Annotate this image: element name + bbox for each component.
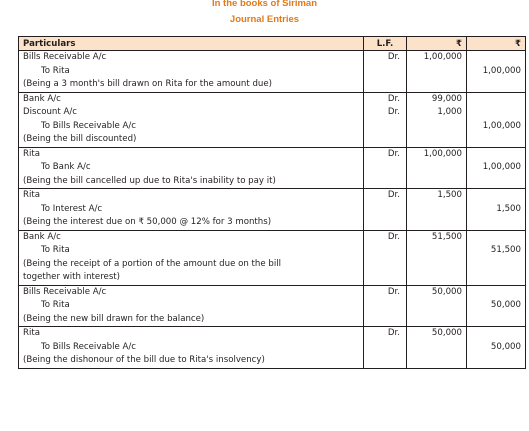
lf-cell: Dr. [364, 285, 407, 299]
narration-cell: (Being the new bill drawn for the balance) [19, 313, 364, 327]
narration-cell: together with interest) [19, 271, 364, 285]
lf-cell [364, 216, 407, 230]
debit-cell [407, 258, 467, 272]
credit-cell: 50,000 [467, 341, 526, 355]
credit-cell [467, 230, 526, 244]
lf-cell: Dr. [364, 106, 407, 120]
lf-cell [364, 175, 407, 189]
credit-cell: 50,000 [467, 299, 526, 313]
journal-subtitle: Journal Entries [229, 14, 300, 25]
credit-cell [467, 175, 526, 189]
lf-cell [364, 313, 407, 327]
lf-cell: Dr. [364, 51, 407, 65]
credit-cell [467, 51, 526, 65]
lf-header: L.F. [364, 37, 407, 51]
particulars-cell: To Bills Receivable A/c [19, 341, 364, 355]
lf-cell [364, 120, 407, 134]
credit-cell [467, 78, 526, 92]
narration-cell: (Being the bill cancelled up due to Rita's inability to pay it) [19, 175, 364, 189]
debit-cell [407, 161, 467, 175]
credit-cell: 1,00,000 [467, 161, 526, 175]
debit-cell: 1,500 [407, 189, 467, 203]
debit-cell: 1,000 [407, 106, 467, 120]
debit-header: ₹ [407, 37, 467, 51]
credit-cell [467, 133, 526, 147]
particulars-cell: Rita [19, 327, 364, 341]
table-row [19, 161, 526, 175]
debit-cell: 1,00,000 [407, 51, 467, 65]
particulars-cell: Rita [19, 147, 364, 161]
narration-cell: (Being a 3 month's bill drawn on Rita for the amount due) [19, 78, 364, 92]
table-row [19, 327, 526, 341]
debit-cell: 50,000 [407, 327, 467, 341]
particulars-cell: To Bills Receivable A/c [19, 120, 364, 134]
table-row [19, 299, 526, 313]
particulars-cell: Bank A/c [19, 230, 364, 244]
credit-header: ₹ [467, 37, 526, 51]
table-row [19, 230, 526, 244]
lf-cell [364, 244, 407, 258]
debit-cell [407, 244, 467, 258]
debit-cell: 99,000 [407, 92, 467, 106]
table-row [19, 106, 526, 120]
lf-cell [364, 354, 407, 368]
lf-cell: Dr. [364, 230, 407, 244]
lf-cell [364, 161, 407, 175]
particulars-cell: Rita [19, 189, 364, 203]
debit-cell [407, 216, 467, 230]
debit-cell [407, 203, 467, 217]
narration-cell: (Being the dishonour of the bill due to Rita's insolvency) [19, 354, 364, 368]
table-row [19, 341, 526, 355]
debit-cell [407, 120, 467, 134]
debit-cell [407, 341, 467, 355]
table-row [19, 354, 526, 368]
credit-cell [467, 92, 526, 106]
credit-cell [467, 106, 526, 120]
narration-cell: (Being the receipt of a portion of the amount due on the bill [19, 258, 364, 272]
table-row [19, 271, 526, 285]
credit-cell [467, 354, 526, 368]
debit-cell [407, 65, 467, 79]
credit-cell [467, 216, 526, 230]
debit-cell [407, 78, 467, 92]
lf-cell: Dr. [364, 189, 407, 203]
particulars-cell: Bills Receivable A/c [19, 51, 364, 65]
debit-cell: 50,000 [407, 285, 467, 299]
particulars-cell: Bank A/c [19, 92, 364, 106]
credit-cell [467, 327, 526, 341]
lf-cell [364, 65, 407, 79]
debit-cell [407, 271, 467, 285]
table-row [19, 313, 526, 327]
debit-cell: 51,500 [407, 230, 467, 244]
particulars-cell: To Rita [19, 299, 364, 313]
table-row [19, 147, 526, 161]
lf-cell: Dr. [364, 147, 407, 161]
particulars-cell: Discount A/c [19, 106, 364, 120]
credit-cell: 1,00,000 [467, 120, 526, 134]
lf-cell [364, 203, 407, 217]
particulars-cell: To Interest A/c [19, 203, 364, 217]
table-row [19, 51, 526, 65]
table-row [19, 216, 526, 230]
particulars-cell: To Rita [19, 244, 364, 258]
lf-cell [364, 133, 407, 147]
lf-cell [364, 258, 407, 272]
header-row [19, 37, 526, 51]
table-row [19, 203, 526, 217]
table-row [19, 189, 526, 203]
particulars-cell: Bills Receivable A/c [19, 285, 364, 299]
table-row [19, 285, 526, 299]
lf-cell [364, 78, 407, 92]
table-row [19, 65, 526, 79]
narration-cell: (Being the bill discounted) [19, 133, 364, 147]
credit-cell: 1,500 [467, 203, 526, 217]
credit-cell: 51,500 [467, 244, 526, 258]
debit-cell [407, 133, 467, 147]
table-row [19, 258, 526, 272]
credit-cell [467, 313, 526, 327]
table-row [19, 175, 526, 189]
lf-cell [364, 299, 407, 313]
credit-cell [467, 258, 526, 272]
lf-cell: Dr. [364, 92, 407, 106]
table-row [19, 244, 526, 258]
credit-cell [467, 147, 526, 161]
credit-cell [467, 285, 526, 299]
debit-cell [407, 354, 467, 368]
particulars-header: Particulars [19, 37, 364, 51]
credit-cell [467, 271, 526, 285]
journal-table [18, 36, 526, 369]
debit-cell [407, 299, 467, 313]
particulars-cell: To Bank A/c [19, 161, 364, 175]
lf-cell [364, 341, 407, 355]
table-row [19, 92, 526, 106]
lf-cell: Dr. [364, 327, 407, 341]
debit-cell [407, 175, 467, 189]
debit-cell: 1,00,000 [407, 147, 467, 161]
table-row [19, 78, 526, 92]
table-row [19, 133, 526, 147]
particulars-cell: To Rita [19, 65, 364, 79]
credit-cell: 1,00,000 [467, 65, 526, 79]
table-row [19, 120, 526, 134]
debit-cell [407, 313, 467, 327]
credit-cell [467, 189, 526, 203]
narration-cell: (Being the interest due on ₹ 50,000 @ 12% for 3 months) [19, 216, 364, 230]
book-title: In the books of Siriman [211, 0, 318, 9]
lf-cell [364, 271, 407, 285]
